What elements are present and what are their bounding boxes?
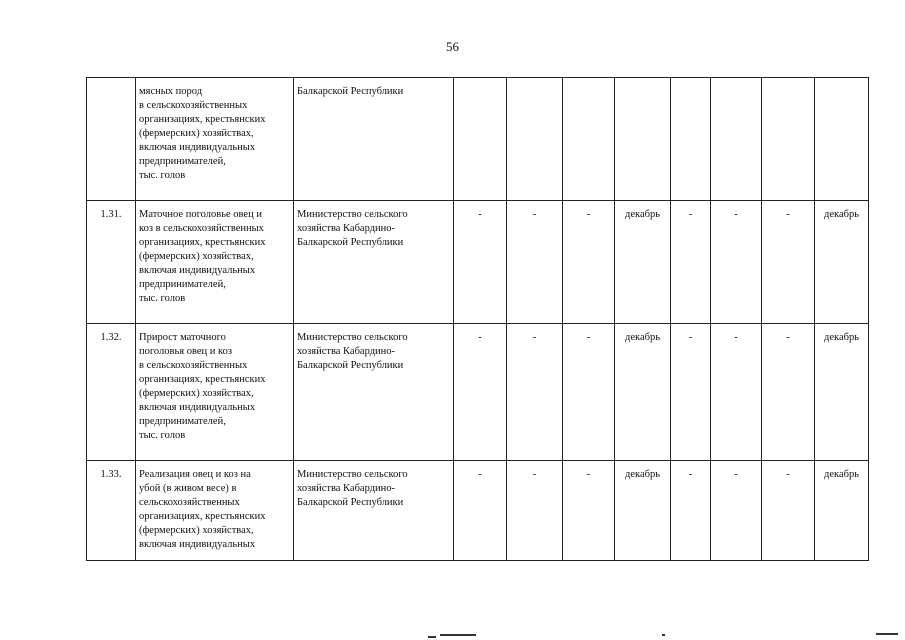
indicator-name xyxy=(136,201,294,324)
indicator-name-line: включая индивидуальных xyxy=(139,539,256,550)
schedule-cell xyxy=(815,78,869,201)
indicator-name-line: включая индивидуальных xyxy=(139,402,256,413)
schedule-cell xyxy=(615,78,671,201)
schedule-cell: - xyxy=(762,461,815,561)
schedule-cell: - xyxy=(507,324,563,461)
indicator-name-line: сельскохозяйственных xyxy=(139,497,240,508)
organization-line: Балкарской Республики xyxy=(297,497,404,508)
indicator-name-line: организациях, крестьянских xyxy=(139,511,266,522)
indicator-name-line: тыс. голов xyxy=(139,293,186,304)
indicator-name-line: (фермерских) хозяйствах, xyxy=(139,128,254,139)
table-row xyxy=(87,201,869,324)
schedule-cell: декабрь xyxy=(615,324,671,461)
schedule-cell: - xyxy=(711,461,762,561)
schedule-cell: - xyxy=(671,461,711,561)
schedule-cell: - xyxy=(671,201,711,324)
responsible-organization xyxy=(294,324,454,461)
indicator-name-line: включая индивидуальных xyxy=(139,142,256,153)
organization-line: Балкарской Республики xyxy=(297,86,404,97)
indicator-name-line: предпринимателей, xyxy=(139,416,226,427)
responsible-organization xyxy=(294,201,454,324)
organization-line: Балкарской Республики xyxy=(297,237,404,248)
indicator-name-line: Реализация овец и коз на xyxy=(139,469,251,480)
organization-line: хозяйства Кабардино- xyxy=(297,223,396,234)
indicator-name-line: (фермерских) хозяйствах, xyxy=(139,388,254,399)
organization-line: Министерство сельского xyxy=(297,332,408,343)
indicator-name-line: организациях, крестьянских xyxy=(139,374,266,385)
schedule-cell: - xyxy=(711,201,762,324)
indicator-name-line: тыс. голов xyxy=(139,430,186,441)
organization-line: Министерство сельского xyxy=(297,209,408,220)
indicator-name xyxy=(136,78,294,201)
indicator-name-line: предпринимателей, xyxy=(139,156,226,167)
indicator-name-line: поголовья овец и коз xyxy=(139,346,232,357)
indicator-name-line: тыс. голов xyxy=(139,170,186,181)
responsible-organization xyxy=(294,461,454,561)
indicator-name-line: включая индивидуальных xyxy=(139,265,256,276)
indicator-name-line: Маточное поголовье овец и xyxy=(139,209,262,220)
schedule-cell: - xyxy=(563,201,615,324)
schedule-cell: - xyxy=(454,461,507,561)
indicator-name-line: в сельскохозяйственных xyxy=(139,360,248,371)
table-row xyxy=(87,461,869,561)
indicator-name-line: Прирост маточного xyxy=(139,332,226,343)
indicator-name-line: убой (в живом весе) в xyxy=(139,483,237,494)
schedule-cell: - xyxy=(563,461,615,561)
table-row xyxy=(87,324,869,461)
indicator-name-line: предпринимателей, xyxy=(139,279,226,290)
schedule-cell: декабрь xyxy=(615,461,671,561)
indicator-table xyxy=(86,77,869,561)
schedule-cell: - xyxy=(762,324,815,461)
schedule-cell: - xyxy=(711,324,762,461)
schedule-cell: декабрь xyxy=(815,201,869,324)
schedule-cell xyxy=(454,78,507,201)
indicator-name-line: мясных пород xyxy=(139,86,203,97)
indicator-name-line: организациях, крестьянских xyxy=(139,237,266,248)
organization-line: Балкарской Республики xyxy=(297,360,404,371)
indicator-name-line: в сельскохозяйственных xyxy=(139,100,248,111)
schedule-cell: - xyxy=(762,201,815,324)
schedule-cell xyxy=(507,78,563,201)
schedule-cell: - xyxy=(563,324,615,461)
organization-line: Министерство сельского xyxy=(297,469,408,480)
schedule-cell: декабрь xyxy=(815,324,869,461)
schedule-cell xyxy=(711,78,762,201)
page-number: 56 xyxy=(446,39,459,54)
indicator-name-line: (фермерских) хозяйствах, xyxy=(139,525,254,536)
table-row xyxy=(87,78,869,201)
schedule-cell: декабрь xyxy=(815,461,869,561)
schedule-cell: - xyxy=(454,201,507,324)
schedule-cell: декабрь xyxy=(615,201,671,324)
indicator-name-line: (фермерских) хозяйствах, xyxy=(139,251,254,262)
indicator-name xyxy=(136,461,294,561)
indicator-name-line: организациях, крестьянских xyxy=(139,114,266,125)
schedule-cell xyxy=(563,78,615,201)
indicator-name-line: коз в сельскохозяйственных xyxy=(139,223,264,234)
organization-line: хозяйства Кабардино- xyxy=(297,483,396,494)
organization-line: хозяйства Кабардино- xyxy=(297,346,396,357)
schedule-cell: - xyxy=(671,324,711,461)
schedule-cell: - xyxy=(507,461,563,561)
indicator-name xyxy=(136,324,294,461)
row-number: 1.33. xyxy=(87,461,136,561)
schedule-cell: - xyxy=(507,201,563,324)
schedule-cell xyxy=(671,78,711,201)
schedule-cell xyxy=(762,78,815,201)
responsible-organization xyxy=(294,78,454,201)
row-number: 1.32. xyxy=(87,324,136,461)
row-number: 1.31. xyxy=(87,201,136,324)
schedule-cell: - xyxy=(454,324,507,461)
row-number xyxy=(87,78,136,201)
